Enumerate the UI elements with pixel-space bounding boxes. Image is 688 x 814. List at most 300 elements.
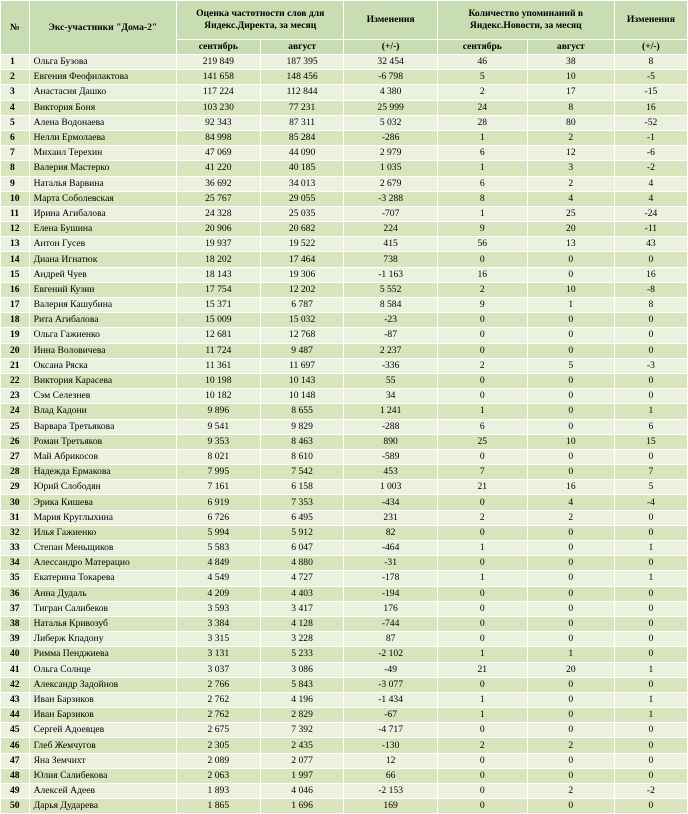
participant-name: Алессандро Матерацио bbox=[29, 556, 176, 571]
news-august: 0 bbox=[527, 313, 614, 328]
direct-change: -707 bbox=[344, 206, 437, 221]
news-august: 16 bbox=[527, 480, 614, 495]
row-number: 27 bbox=[1, 449, 30, 464]
news-september: 9 bbox=[437, 222, 527, 237]
direct-september: 2 766 bbox=[176, 677, 260, 692]
participant-name: Роман Третьяков bbox=[29, 434, 176, 449]
participant-name: Римма Пенджиева bbox=[29, 647, 176, 662]
direct-change: 169 bbox=[344, 799, 437, 814]
row-number: 2 bbox=[1, 70, 30, 85]
participant-name: Инна Воловичева bbox=[29, 343, 176, 358]
direct-change: -1 163 bbox=[344, 267, 437, 282]
table-row bbox=[1, 191, 688, 206]
participant-name: Яна Земчихт bbox=[29, 753, 176, 768]
direct-august: 6 047 bbox=[260, 541, 344, 556]
news-september: 8 bbox=[437, 191, 527, 206]
news-august: 0 bbox=[527, 252, 614, 267]
news-august: 0 bbox=[527, 541, 614, 556]
direct-change: -2 153 bbox=[344, 784, 437, 799]
direct-september: 41 220 bbox=[176, 161, 260, 176]
direct-august: 5 843 bbox=[260, 677, 344, 692]
news-september: 21 bbox=[437, 480, 527, 495]
header-change2: Изменения bbox=[614, 1, 687, 40]
news-september: 0 bbox=[437, 556, 527, 571]
direct-september: 2 762 bbox=[176, 708, 260, 723]
news-august: 2 bbox=[527, 176, 614, 191]
news-change: 7 bbox=[614, 465, 687, 480]
row-number: 34 bbox=[1, 556, 30, 571]
table-row bbox=[1, 738, 688, 753]
news-september: 1 bbox=[437, 692, 527, 707]
news-september: 7 bbox=[437, 465, 527, 480]
direct-change: -3 288 bbox=[344, 191, 437, 206]
news-september: 1 bbox=[437, 708, 527, 723]
news-august: 0 bbox=[527, 586, 614, 601]
direct-august: 2 435 bbox=[260, 738, 344, 753]
direct-august: 17 464 bbox=[260, 252, 344, 267]
news-change: 0 bbox=[614, 586, 687, 601]
participant-name: Либерж Кпадону bbox=[29, 632, 176, 647]
direct-august: 8 610 bbox=[260, 449, 344, 464]
table-row bbox=[1, 358, 688, 373]
direct-change: -87 bbox=[344, 328, 437, 343]
row-number: 44 bbox=[1, 708, 30, 723]
direct-change: 2 237 bbox=[344, 343, 437, 358]
news-august: 2 bbox=[527, 784, 614, 799]
direct-september: 1 865 bbox=[176, 799, 260, 814]
news-september: 2 bbox=[437, 510, 527, 525]
table-row bbox=[1, 449, 688, 464]
table-header bbox=[1, 1, 688, 55]
participant-name: Эрика Кишева bbox=[29, 495, 176, 510]
direct-september: 19 937 bbox=[176, 237, 260, 252]
news-change: 0 bbox=[614, 328, 687, 343]
news-august: 0 bbox=[527, 267, 614, 282]
direct-september: 15 371 bbox=[176, 298, 260, 313]
news-september: 1 bbox=[437, 161, 527, 176]
direct-september: 103 230 bbox=[176, 100, 260, 115]
news-august: 4 bbox=[527, 495, 614, 510]
participant-name: Андрей Чуев bbox=[29, 267, 176, 282]
row-number: 35 bbox=[1, 571, 30, 586]
table-row bbox=[1, 237, 688, 252]
direct-september: 2 063 bbox=[176, 768, 260, 783]
header-news-group: Количество упоминаний в Яндекс.Новости, за месяц bbox=[437, 1, 614, 40]
news-august: 2 bbox=[527, 130, 614, 145]
news-august: 0 bbox=[527, 723, 614, 738]
news-august: 1 bbox=[527, 298, 614, 313]
table-row bbox=[1, 692, 688, 707]
news-august: 0 bbox=[527, 708, 614, 723]
row-number: 45 bbox=[1, 723, 30, 738]
news-august: 0 bbox=[527, 632, 614, 647]
row-number: 3 bbox=[1, 85, 30, 100]
news-september: 0 bbox=[437, 616, 527, 631]
direct-august: 29 055 bbox=[260, 191, 344, 206]
news-august: 0 bbox=[527, 328, 614, 343]
direct-change: -2 102 bbox=[344, 647, 437, 662]
row-number: 13 bbox=[1, 237, 30, 252]
news-change: 0 bbox=[614, 510, 687, 525]
news-change: 0 bbox=[614, 768, 687, 783]
direct-august: 1 696 bbox=[260, 799, 344, 814]
news-august: 0 bbox=[527, 389, 614, 404]
direct-august: 9 487 bbox=[260, 343, 344, 358]
direct-september: 84 998 bbox=[176, 130, 260, 145]
table-row bbox=[1, 434, 688, 449]
participant-name: Виктория Карасева bbox=[29, 373, 176, 388]
participant-name: Евгения Феофилактова bbox=[29, 70, 176, 85]
direct-august: 4 046 bbox=[260, 784, 344, 799]
direct-august: 112 844 bbox=[260, 85, 344, 100]
news-change: 1 bbox=[614, 692, 687, 707]
direct-september: 15 009 bbox=[176, 313, 260, 328]
direct-change: 82 bbox=[344, 525, 437, 540]
table-row bbox=[1, 556, 688, 571]
table-row bbox=[1, 723, 688, 738]
direct-change: 2 979 bbox=[344, 146, 437, 161]
direct-change: 231 bbox=[344, 510, 437, 525]
table-row bbox=[1, 146, 688, 161]
table-row bbox=[1, 480, 688, 495]
direct-change: -178 bbox=[344, 571, 437, 586]
direct-september: 2 675 bbox=[176, 723, 260, 738]
news-august: 0 bbox=[527, 373, 614, 388]
row-number: 7 bbox=[1, 146, 30, 161]
direct-september: 36 692 bbox=[176, 176, 260, 191]
row-number: 18 bbox=[1, 313, 30, 328]
table-row bbox=[1, 130, 688, 145]
direct-september: 11 724 bbox=[176, 343, 260, 358]
direct-change: -23 bbox=[344, 313, 437, 328]
news-change: 16 bbox=[614, 100, 687, 115]
table-row bbox=[1, 115, 688, 130]
participant-name: Евгений Кузин bbox=[29, 282, 176, 297]
news-august: 5 bbox=[527, 358, 614, 373]
news-september: 0 bbox=[437, 389, 527, 404]
participant-name: Ольга Бузова bbox=[29, 55, 176, 70]
news-september: 0 bbox=[437, 784, 527, 799]
participant-name: Мария Круглыхина bbox=[29, 510, 176, 525]
direct-september: 3 315 bbox=[176, 632, 260, 647]
participant-name: Михаил Терехин bbox=[29, 146, 176, 161]
direct-august: 8 463 bbox=[260, 434, 344, 449]
news-change: 15 bbox=[614, 434, 687, 449]
news-august: 0 bbox=[527, 525, 614, 540]
direct-change: -589 bbox=[344, 449, 437, 464]
direct-august: 19 306 bbox=[260, 267, 344, 282]
table-row bbox=[1, 313, 688, 328]
table-row bbox=[1, 404, 688, 419]
news-september: 28 bbox=[437, 115, 527, 130]
table-row bbox=[1, 510, 688, 525]
participant-name: Илья Гажиенко bbox=[29, 525, 176, 540]
table-row bbox=[1, 799, 688, 814]
participant-name: Оксана Ряска bbox=[29, 358, 176, 373]
row-number: 49 bbox=[1, 784, 30, 799]
news-september: 1 bbox=[437, 130, 527, 145]
participant-name: Анастасия Дашко bbox=[29, 85, 176, 100]
news-change: 16 bbox=[614, 267, 687, 282]
row-number: 38 bbox=[1, 616, 30, 631]
news-september: 0 bbox=[437, 373, 527, 388]
news-august: 3 bbox=[527, 161, 614, 176]
participant-name: Нелли Ермолаева bbox=[29, 130, 176, 145]
row-number: 30 bbox=[1, 495, 30, 510]
news-september: 1 bbox=[437, 647, 527, 662]
news-september: 1 bbox=[437, 206, 527, 221]
direct-september: 117 224 bbox=[176, 85, 260, 100]
participant-name: Наталья Кривозуб bbox=[29, 616, 176, 631]
news-september: 5 bbox=[437, 70, 527, 85]
table-row bbox=[1, 55, 688, 70]
news-change: -15 bbox=[614, 85, 687, 100]
table-row bbox=[1, 662, 688, 677]
news-september: 16 bbox=[437, 267, 527, 282]
news-august: 0 bbox=[527, 799, 614, 814]
participant-name: Влад Кадони bbox=[29, 404, 176, 419]
news-september: 25 bbox=[437, 434, 527, 449]
direct-change: -1 434 bbox=[344, 692, 437, 707]
direct-change: -288 bbox=[344, 419, 437, 434]
header-september-1: сентябрь bbox=[176, 40, 260, 55]
direct-change: -194 bbox=[344, 586, 437, 601]
direct-august: 19 522 bbox=[260, 237, 344, 252]
participant-name: Ирина Агибалова bbox=[29, 206, 176, 221]
direct-change: 415 bbox=[344, 237, 437, 252]
direct-august: 148 456 bbox=[260, 70, 344, 85]
table-row bbox=[1, 708, 688, 723]
direct-september: 2 089 bbox=[176, 753, 260, 768]
news-august: 2 bbox=[527, 510, 614, 525]
news-change: 1 bbox=[614, 404, 687, 419]
row-number: 14 bbox=[1, 252, 30, 267]
news-august: 10 bbox=[527, 282, 614, 297]
table-row bbox=[1, 586, 688, 601]
direct-change: 12 bbox=[344, 753, 437, 768]
news-september: 2 bbox=[437, 85, 527, 100]
table-row bbox=[1, 601, 688, 616]
participant-name: Антон Гусев bbox=[29, 237, 176, 252]
row-number: 6 bbox=[1, 130, 30, 145]
participant-name: Валерия Мастерко bbox=[29, 161, 176, 176]
participant-name: Иван Барзиков bbox=[29, 708, 176, 723]
direct-change: 34 bbox=[344, 389, 437, 404]
direct-august: 4 880 bbox=[260, 556, 344, 571]
table-row bbox=[1, 541, 688, 556]
news-september: 0 bbox=[437, 495, 527, 510]
news-august: 20 bbox=[527, 222, 614, 237]
direct-august: 6 158 bbox=[260, 480, 344, 495]
table-row bbox=[1, 753, 688, 768]
header-plusminus-1: (+/-) bbox=[344, 40, 437, 55]
direct-august: 9 829 bbox=[260, 419, 344, 434]
participant-name: Сергей Адоевцев bbox=[29, 723, 176, 738]
participant-name: Юрий Слободян bbox=[29, 480, 176, 495]
direct-change: 55 bbox=[344, 373, 437, 388]
news-change: 4 bbox=[614, 176, 687, 191]
row-number: 37 bbox=[1, 601, 30, 616]
table-row bbox=[1, 222, 688, 237]
news-change: 0 bbox=[614, 525, 687, 540]
direct-september: 4 549 bbox=[176, 571, 260, 586]
participant-name: Виктория Боня bbox=[29, 100, 176, 115]
news-change: 1 bbox=[614, 662, 687, 677]
news-change: -8 bbox=[614, 282, 687, 297]
news-september: 0 bbox=[437, 525, 527, 540]
news-august: 0 bbox=[527, 768, 614, 783]
row-number: 50 bbox=[1, 799, 30, 814]
direct-change: 1 003 bbox=[344, 480, 437, 495]
news-change: -4 bbox=[614, 495, 687, 510]
row-number: 47 bbox=[1, 753, 30, 768]
news-august: 80 bbox=[527, 115, 614, 130]
header-name: Экс-участники "Дома-2" bbox=[29, 1, 176, 55]
news-august: 25 bbox=[527, 206, 614, 221]
row-number: 43 bbox=[1, 692, 30, 707]
direct-september: 3 384 bbox=[176, 616, 260, 631]
table-row bbox=[1, 525, 688, 540]
direct-change: 453 bbox=[344, 465, 437, 480]
news-august: 0 bbox=[527, 404, 614, 419]
news-september: 0 bbox=[437, 799, 527, 814]
news-change: 0 bbox=[614, 677, 687, 692]
header-plusminus-2: (+/-) bbox=[614, 40, 687, 55]
table-row bbox=[1, 632, 688, 647]
row-number: 24 bbox=[1, 404, 30, 419]
table-row bbox=[1, 784, 688, 799]
news-change: 0 bbox=[614, 389, 687, 404]
direct-change: -49 bbox=[344, 662, 437, 677]
row-number: 11 bbox=[1, 206, 30, 221]
direct-september: 5 994 bbox=[176, 525, 260, 540]
direct-august: 34 013 bbox=[260, 176, 344, 191]
news-september: 1 bbox=[437, 571, 527, 586]
row-number: 4 bbox=[1, 100, 30, 115]
row-number: 41 bbox=[1, 662, 30, 677]
news-change: -52 bbox=[614, 115, 687, 130]
news-september: 46 bbox=[437, 55, 527, 70]
participant-name: Рита Агибалова bbox=[29, 313, 176, 328]
table-row bbox=[1, 206, 688, 221]
direct-august: 44 090 bbox=[260, 146, 344, 161]
news-change: 0 bbox=[614, 313, 687, 328]
direct-september: 1 893 bbox=[176, 784, 260, 799]
news-august: 0 bbox=[527, 677, 614, 692]
direct-change: -464 bbox=[344, 541, 437, 556]
direct-september: 219 849 bbox=[176, 55, 260, 70]
news-august: 0 bbox=[527, 449, 614, 464]
direct-august: 1 997 bbox=[260, 768, 344, 783]
direct-august: 6 787 bbox=[260, 298, 344, 313]
row-number: 25 bbox=[1, 419, 30, 434]
direct-august: 5 912 bbox=[260, 525, 344, 540]
news-change: -1 bbox=[614, 130, 687, 145]
direct-august: 77 231 bbox=[260, 100, 344, 115]
news-change: 1 bbox=[614, 708, 687, 723]
direct-august: 7 392 bbox=[260, 723, 344, 738]
table-body bbox=[1, 55, 688, 814]
news-change: 5 bbox=[614, 480, 687, 495]
row-number: 10 bbox=[1, 191, 30, 206]
table-row bbox=[1, 100, 688, 115]
news-september: 6 bbox=[437, 176, 527, 191]
direct-change: -744 bbox=[344, 616, 437, 631]
news-september: 21 bbox=[437, 662, 527, 677]
direct-change: 1 241 bbox=[344, 404, 437, 419]
direct-september: 47 069 bbox=[176, 146, 260, 161]
direct-change: -130 bbox=[344, 738, 437, 753]
table-row bbox=[1, 768, 688, 783]
direct-august: 12 768 bbox=[260, 328, 344, 343]
row-number: 16 bbox=[1, 282, 30, 297]
news-august: 0 bbox=[527, 692, 614, 707]
direct-august: 10 143 bbox=[260, 373, 344, 388]
participant-name: Сэм Селезнев bbox=[29, 389, 176, 404]
row-number: 42 bbox=[1, 677, 30, 692]
news-august: 17 bbox=[527, 85, 614, 100]
row-number: 33 bbox=[1, 541, 30, 556]
participant-name: Май Абрикосов bbox=[29, 449, 176, 464]
news-september: 0 bbox=[437, 252, 527, 267]
participant-name: Валерия Кашубина bbox=[29, 298, 176, 313]
news-change: 0 bbox=[614, 343, 687, 358]
participant-name: Степан Меньщиков bbox=[29, 541, 176, 556]
news-change: -24 bbox=[614, 206, 687, 221]
direct-change: 1 035 bbox=[344, 161, 437, 176]
news-august: 0 bbox=[527, 465, 614, 480]
news-september: 0 bbox=[437, 753, 527, 768]
news-august: 0 bbox=[527, 601, 614, 616]
row-number: 40 bbox=[1, 647, 30, 662]
news-september: 0 bbox=[437, 768, 527, 783]
header-num: № bbox=[1, 1, 30, 55]
direct-august: 187 395 bbox=[260, 55, 344, 70]
news-change: -11 bbox=[614, 222, 687, 237]
table-row bbox=[1, 176, 688, 191]
news-august: 0 bbox=[527, 419, 614, 434]
news-september: 0 bbox=[437, 632, 527, 647]
row-number: 36 bbox=[1, 586, 30, 601]
news-change: 0 bbox=[614, 449, 687, 464]
row-number: 22 bbox=[1, 373, 30, 388]
table-row bbox=[1, 161, 688, 176]
row-number: 23 bbox=[1, 389, 30, 404]
news-august: 4 bbox=[527, 191, 614, 206]
news-change: 0 bbox=[614, 556, 687, 571]
news-september: 9 bbox=[437, 298, 527, 313]
direct-september: 10 198 bbox=[176, 373, 260, 388]
participant-name: Алена Водонаева bbox=[29, 115, 176, 130]
news-change: 0 bbox=[614, 616, 687, 631]
participant-name: Надежда Ермакова bbox=[29, 465, 176, 480]
direct-change: 5 552 bbox=[344, 282, 437, 297]
news-change: 0 bbox=[614, 738, 687, 753]
direct-august: 2 077 bbox=[260, 753, 344, 768]
direct-august: 10 148 bbox=[260, 389, 344, 404]
table-row bbox=[1, 419, 688, 434]
direct-august: 12 202 bbox=[260, 282, 344, 297]
direct-change: -434 bbox=[344, 495, 437, 510]
table-row bbox=[1, 252, 688, 267]
row-number: 8 bbox=[1, 161, 30, 176]
table-row bbox=[1, 343, 688, 358]
table-row bbox=[1, 647, 688, 662]
news-change: 0 bbox=[614, 723, 687, 738]
direct-august: 87 311 bbox=[260, 115, 344, 130]
news-change: 0 bbox=[614, 753, 687, 768]
direct-september: 18 202 bbox=[176, 252, 260, 267]
